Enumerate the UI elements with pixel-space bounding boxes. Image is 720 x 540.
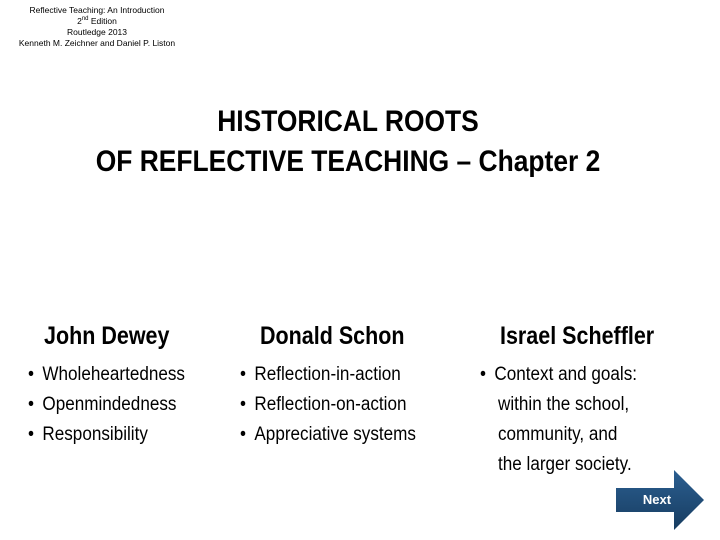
citation-block <box>6 5 188 49</box>
citation-book-title: Reflective Teaching: An Introduction <box>29 5 165 15</box>
bullet-glyph: • <box>480 364 486 385</box>
list-item-text: Responsibility <box>42 424 148 445</box>
slide-title-line-2: OF REFLECTIVE TEACHING – Chapter 2 <box>95 145 601 178</box>
column-donald-schon <box>240 318 436 450</box>
bullet-glyph: • <box>240 364 246 385</box>
slide-title-line-1: HISTORICAL ROOTS <box>217 105 479 138</box>
bullet-glyph: • <box>240 394 246 415</box>
bullet-glyph: • <box>28 424 34 445</box>
bullet-glyph: • <box>240 424 246 445</box>
column-heading: Donald Schon <box>260 322 405 350</box>
list-item <box>480 360 659 480</box>
next-button-label: Next <box>642 492 672 507</box>
list-item-text-line-1: Context and goals: <box>494 364 638 385</box>
list-item-text: Wholeheartedness <box>42 364 185 385</box>
citation-edition <box>6 16 188 27</box>
edition-suffix: nd <box>81 16 89 23</box>
column-heading: John Dewey <box>44 322 170 350</box>
list-item-text: Appreciative systems <box>254 424 416 445</box>
list-item-text-line-4: the larger society. <box>498 454 632 475</box>
column-heading: Israel Scheffler <box>500 322 655 350</box>
list-item-text: Reflection-on-action <box>254 394 407 415</box>
bullet-list <box>28 360 202 450</box>
list-item-text: Openmindedness <box>42 394 177 415</box>
list-item <box>240 390 416 420</box>
list-item <box>240 420 416 450</box>
citation-publisher: Routledge 2013 <box>66 27 128 37</box>
bullet-glyph: • <box>28 394 34 415</box>
edition-word: Edition <box>88 16 117 26</box>
list-item-text: Reflection-in-action <box>254 364 401 385</box>
list-item <box>28 360 185 390</box>
edition-number: 2 <box>77 16 82 26</box>
list-item-text-line-2: within the school, <box>498 394 630 415</box>
bullet-glyph: • <box>28 364 34 385</box>
slide-title <box>42 102 654 182</box>
bullet-list <box>480 360 679 480</box>
list-item <box>28 390 185 420</box>
citation-authors: Kenneth M. Zeichner and Daniel P. Liston <box>18 38 176 48</box>
column-john-dewey <box>28 318 202 450</box>
column-israel-scheffler <box>480 318 679 480</box>
bullet-list <box>240 360 436 450</box>
list-item-text-line-3: community, and <box>498 424 618 445</box>
list-item <box>28 420 185 450</box>
next-button[interactable] <box>616 470 706 530</box>
list-item <box>240 360 416 390</box>
